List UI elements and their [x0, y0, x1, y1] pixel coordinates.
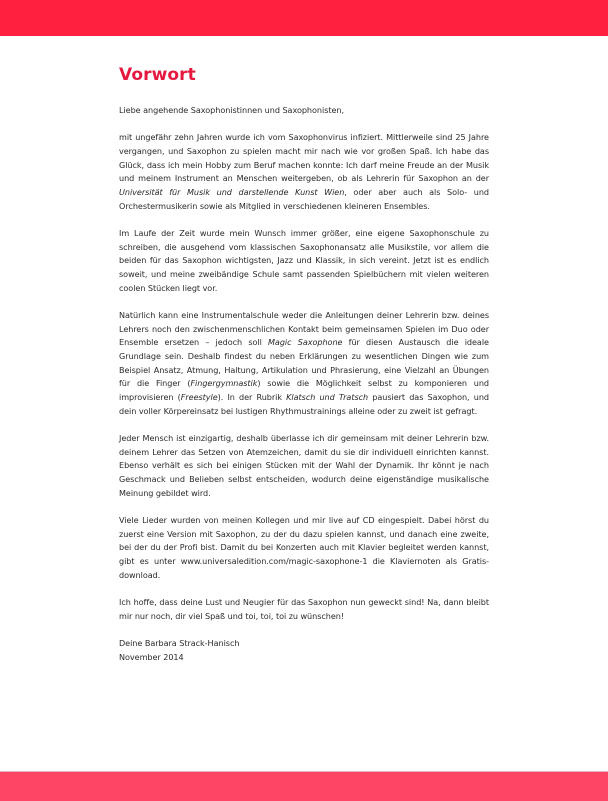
text: Natürlich kann eine Instrumentalschule weder die Anleitungen deiner Lehrerin bzw. deines Lehrers noch den zwischenmenschlichen Kontakt beim gemeinsamen Spielen im Duo oder Ensemble ersetzen – jedoch soll	[119, 309, 489, 348]
salutation: Liebe angehende Saxophonistinnen und Saxophonisten,	[119, 105, 345, 115]
emphasis: Freestyle	[180, 392, 218, 403]
signature-name: Deine Barbara Strack-Hanisch	[119, 638, 240, 648]
paragraph-1	[119, 131, 489, 213]
emphasis: Universität für Musik und darstellende Kunst Wien	[119, 187, 345, 198]
emphasis: Magic Saxophone	[268, 337, 343, 348]
footer-bar	[0, 771, 608, 801]
emphasis: Klatsch und Tratsch	[286, 392, 369, 403]
text: für diesen Austausch die ideale Grundlage sein. Deshalb findest du neben Erklärungen zu wesentlichen Dingen wie zum Beispiel Ansatz, Atmung, Haltung, Artikulation und Phrasierung, eine Vielzahl an Übungen für die Finger (	[119, 337, 489, 389]
paragraph-2: Im Laufe der Zeit wurde mein Wunsch immer größer, eine eigene Saxophonschule zu schreiben, die ausgehend vom klassischen Saxophonansatz alle Musikstile, vor allem die beiden für das Saxophon wichtigsten, Jazz und Klassik, in sich vereint. Jetzt ist es endlich soweit, und meine zweibändige Schule samt passenden Spielbüchern mit vielen weiteren coolen Stücken liegt vor.	[119, 227, 489, 293]
page-title: Vorwort	[119, 65, 196, 85]
paragraph-4: Jeder Mensch ist einzigartig, deshalb überlasse ich dir gemeinsam mit deiner Lehrerin bzw. deinem Lehrer das Setzen von Atemzeichen, damit du sie dir individuell einrichten kannst. Ebenso verhält es sich bei einigen Stücken mit der Wahl der Dynamik. Ihr könnt je nach Geschmack und Belieben selbst entscheiden, wodurch deine eigenständige musikalische Meinung gebildet wird.	[119, 433, 489, 498]
preface-page	[119, 64, 489, 664]
emphasis: Fingergymnastik	[190, 378, 258, 389]
paragraph-6: Ich hoffe, dass deine Lust und Neugier für das Saxophon nun geweckt sind! Na, dann bleibt mir nur noch, dir viel Spaß und toi, toi, toi zu wünschen!	[119, 597, 489, 621]
paragraph-3	[119, 309, 489, 419]
text: mit ungefähr zehn Jahren wurde ich vom Saxophonvirus infiziert. Mittlerweile sind 25 Jahre vergangen, und Saxophon zu spielen macht mir nach wie vor großen Spaß. Ich habe das Glück, dass ich mein Hobby zum Beruf machen konnte: Ich darf meine Freude an der Musik und meinem Instrument an Menschen weitergeben, ob als Lehrerin für Saxophon an der	[119, 132, 489, 184]
paragraph-5: Viele Lieder wurden von meinen Kollegen und mir live auf CD eingespielt. Dabei hörst du zuerst eine Version mit Saxophon, zu der du dazu spielen kannst, und danach eine zweite, bei der du der Profi bist. Damit du bei Konzerten auch mit Klavier begleitet werden kannst, gibt es unter www.universaledition.com/magic-saxophone-1 die Klaviernoten als Gratis-download.	[119, 515, 489, 580]
text: ). In der Rubrik	[217, 392, 287, 403]
text: , oder aber auch als Solo- und Orchestermusikerin sowie als Mitglied in verschiedenen kleineren Ensembles.	[119, 187, 489, 211]
signature-date: November 2014	[119, 651, 184, 662]
text: ) sowie die Möglichkeit selbst zu komponieren und improvisieren (	[119, 378, 489, 403]
header-bar	[0, 0, 608, 36]
text: pausiert das Saxophon, und dein voller Körpereinsatz bei lustigen Rhythmustrainings alleine oder zu zweit ist gefragt.	[119, 392, 489, 416]
